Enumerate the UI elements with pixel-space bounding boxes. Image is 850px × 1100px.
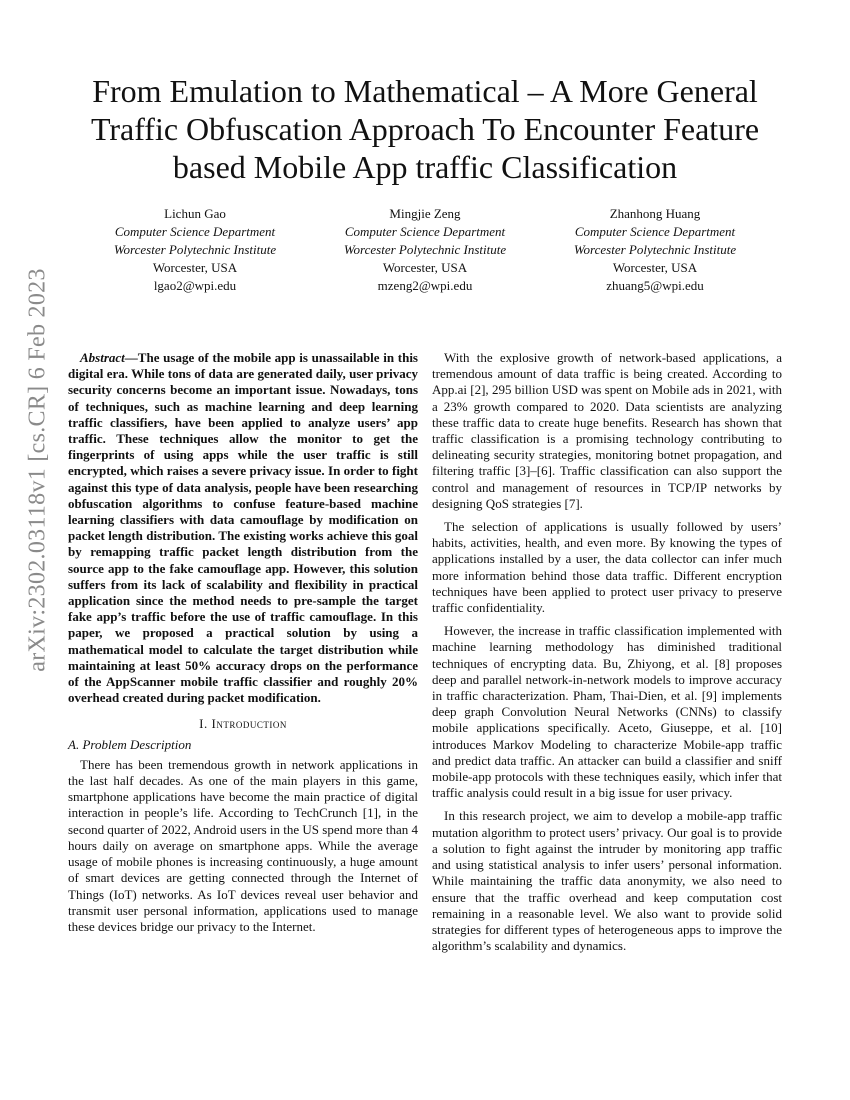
author-block <box>90 205 760 295</box>
abstract-lead: Abstract <box>80 350 125 365</box>
paper-title: From Emulation to Mathematical – A More General Traffic Obfuscation Approach To Encounter Feature based Mobile App traffic Classification <box>90 73 760 185</box>
author-email: lgao2@wpi.edu <box>153 278 237 293</box>
right-column <box>432 350 782 961</box>
arxiv-identifier <box>8 268 68 672</box>
author-institution: Worcester Polytechnic Institute <box>113 242 277 257</box>
author-department: Computer Science Department <box>114 224 276 239</box>
body-paragraph: There has been tremendous growth in network applications in the last half decades. As one of the main players in this game, smartphone applications have become the main practice of digital interaction in people’s life. According to TechCrunch [1], in the second quarter of 2022, Android users in the US spend more than 4 hours daily on average on smartphone apps. While the average usage of mobile phones is increasing continuously, a huge amount of smart devices are getting connected through the Internet of Things (IoT) networks. As IoT devices reveal user behavior and transmit user personal information, applications used to manage these devices bridge our privacy to the Internet. <box>68 756 418 934</box>
body-paragraph: However, the increase in traffic classification implemented with machine learning methodology has diminished traditional techniques of encrypting data. Bu, Zhiyong, et al. [8] proposes deep and parallel network-in-network models to improve accuracy in traffic characterization. Pham, Thai-Dien, et al. [9] implements deep graph Convolution Neural Networks (CNNs) to classify mobile applications specifically. Aceto, Giuseppe, et al. [10] introduces Markov Modeling to characterize Mobile-app traffic and predict data traffic. An attacker can build a classifier and sniff mobile-app protocols with these techniques easily, which infer that traffic analysis could result in a big issue for user privacy. <box>432 623 782 801</box>
body-paragraph: With the explosive growth of network-based applications, a tremendous amount of data traffic is being created. According to App.ai [2], 295 billion USD was spent on Mobile ads in 2021, with a 23% growth compared to 2020. Data scientists are analyzing these traffic data to create huge benefits. Research has shown that traffic classification is a promising technology contributing to delineating security strategies, monitoring botnet propagation, and filtering traffic [3]–[6]. Traffic classification can also support the control and management of resources in TCP/IP networks by designing QoS strategies [7]. <box>432 350 782 511</box>
author-location: Worcester, USA <box>612 260 698 275</box>
author-email: zhuang5@wpi.edu <box>606 278 704 293</box>
author-institution: Worcester Polytechnic Institute <box>343 242 507 257</box>
author-name: Mingjie Zeng <box>389 206 461 221</box>
body-paragraph: The selection of applications is usually followed by users’ habits, activities, health, and even more. By knowing the types of applications installed by a user, the data collector can infer much more information behind those data traffic. Different encryption techniques have been applied to protect user privacy to preserve traffic confidentiality. <box>432 519 782 616</box>
arxiv-identifier-text: arXiv:2302.03118v1 [cs.CR] 6 Feb 2023 <box>24 268 51 672</box>
author-name: Lichun Gao <box>164 206 226 221</box>
author-location: Worcester, USA <box>152 260 238 275</box>
abstract-text: —The usage of the mobile app is unassailable in this digital era. While tons of data are generated daily, user privacy security concerns become an important issue. Nowadays, tons of techniques, such as machine learning and deep learning traffic classifiers, have been applied to analyze users’ app traffic. These techniques allow the monitor to get the fingerprints of using apps while the user traffic is still encrypted, which raises a severe privacy issue. In order to fight against this type of data analysis, people have been researching obfuscation algorithms to confuse feature-based machine learning classifiers with data camouflage by modification on packet length distribution. The existing works achieve this goal by remapping traffic packet length distribution from the source app to the fake camouflage app. However, this solution suffers from its lack of scalability and flexibility in practical application since the method needs to pre-sample the target fake app’s traffic before the use of traffic camouflage. In this paper, we proposed a practical solution by using a mathematical model to calculate the target distribution while maintaining at least 50% accuracy drops on the performance of the AppScanner mobile traffic classifier and roughly 20% overhead created during packet modification. <box>68 350 418 706</box>
author-department: Computer Science Department <box>574 224 736 239</box>
subsection-heading: A. Problem Description <box>68 736 192 752</box>
author-card <box>90 205 300 295</box>
abstract <box>68 350 418 706</box>
body-paragraph: In this research project, we aim to develop a mobile-app traffic mutation algorithm to protect users’ privacy. Our goal is to provide a solution to fight against the intruder by monitoring app traffic and using statistical analysis to infer users’ personal information. While maintaining the traffic data anonymity, we also need to ensure that the traffic overhead and keep computation cost remaining in a reasonable level. We also want to provide solid strategies for different types of heterogeneous apps to improve the algorithm’s scalability and dynamics. <box>432 808 782 954</box>
author-card <box>320 205 530 295</box>
author-department: Computer Science Department <box>344 224 506 239</box>
author-location: Worcester, USA <box>382 260 468 275</box>
author-card <box>550 205 760 295</box>
author-name: Zhanhong Huang <box>609 206 701 221</box>
left-column <box>68 350 418 942</box>
author-email: mzeng2@wpi.edu <box>377 278 473 293</box>
author-institution: Worcester Polytechnic Institute <box>573 242 737 257</box>
section-heading: I. Introduction <box>199 716 287 732</box>
